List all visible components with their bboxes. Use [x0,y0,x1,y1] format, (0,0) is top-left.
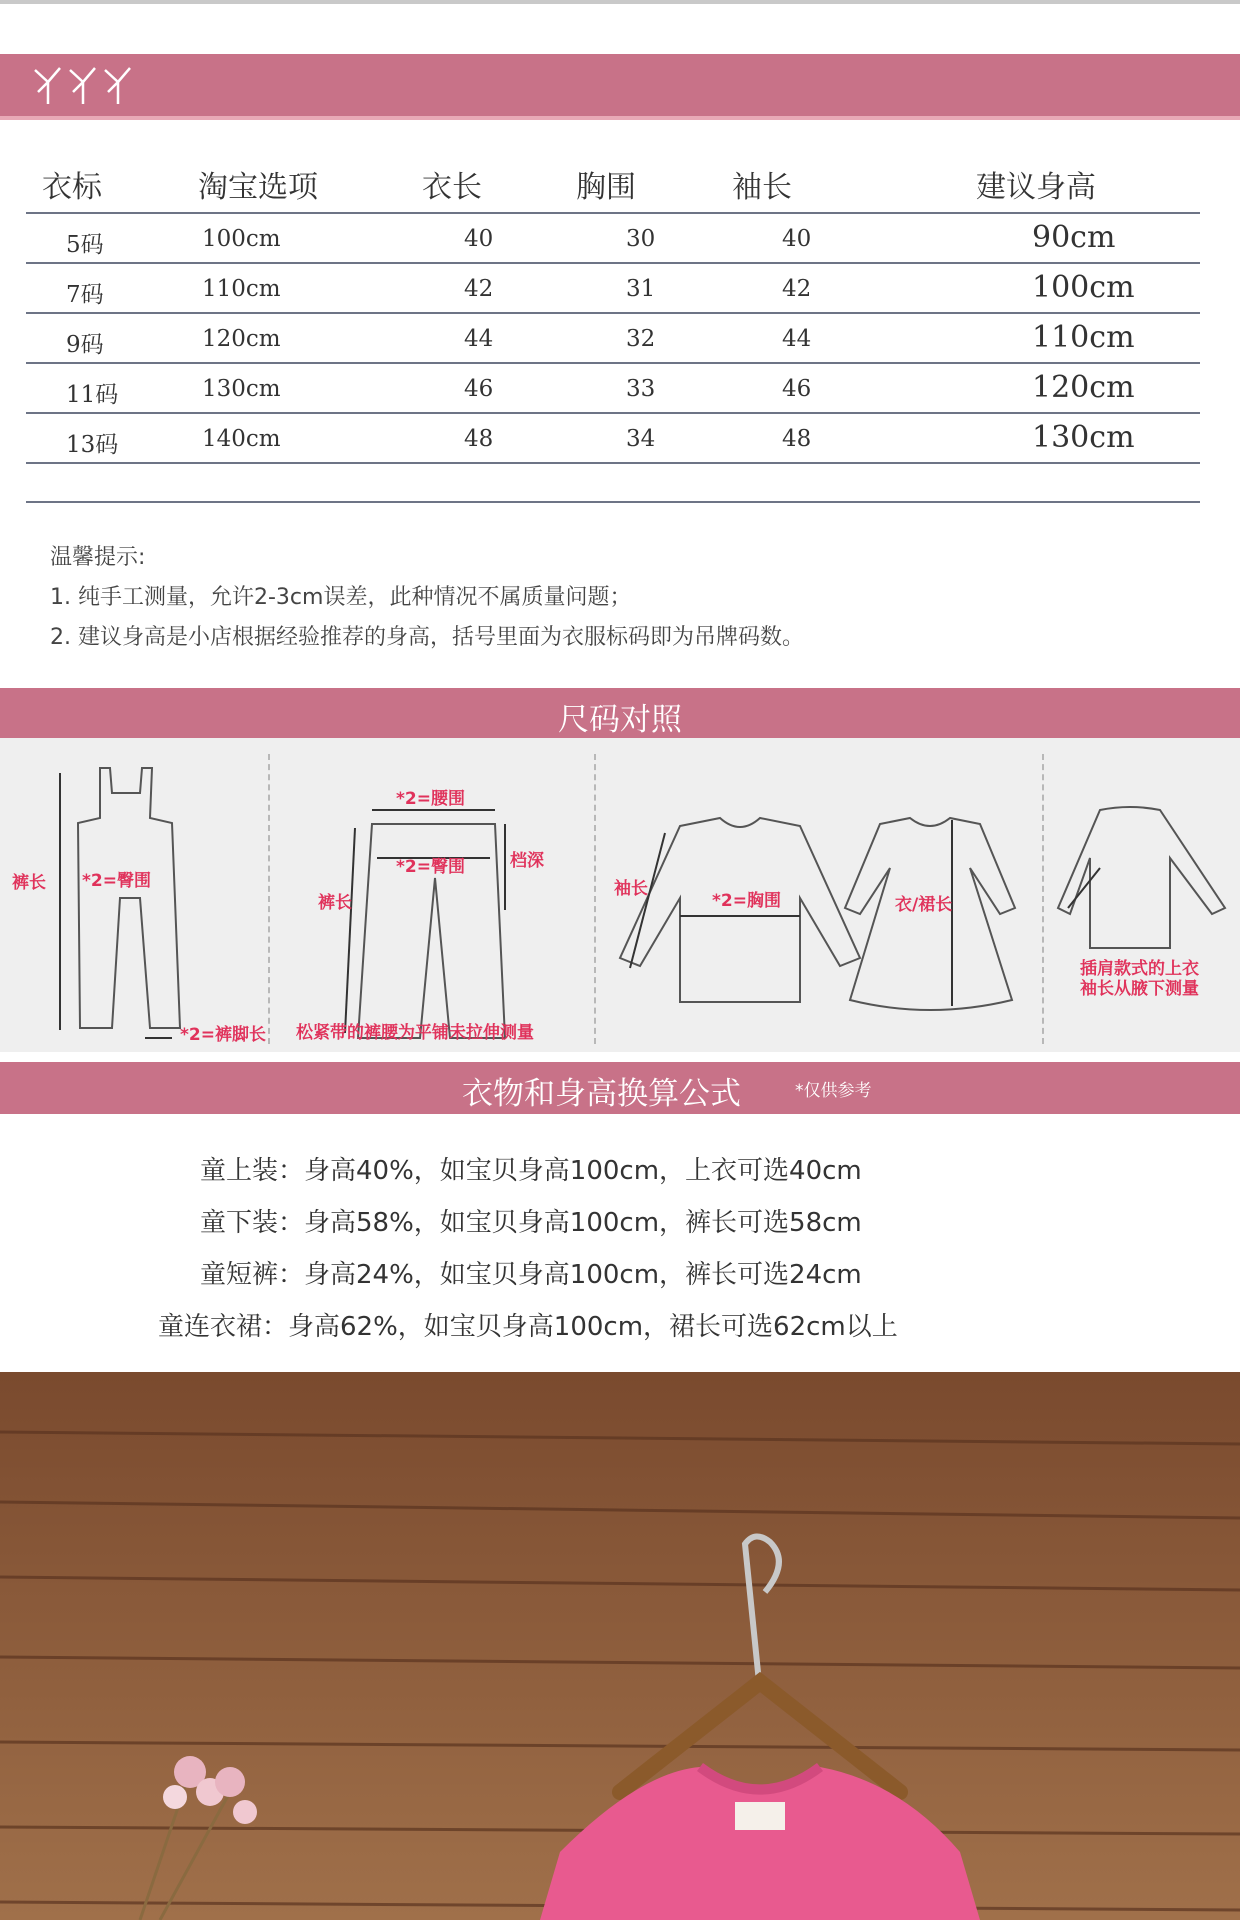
row-chest: 30 [626,226,656,252]
row-suggested-height: 120cm [1032,370,1135,405]
header-chest: 胸围 [576,170,636,205]
product-photo-art [0,1372,1240,1920]
row-length: 42 [464,276,494,302]
label-hip-2: *2=臀围 [396,857,465,877]
table-row [26,412,1200,464]
label-elastic-note: 松紧带的裤腰为平铺未拉伸测量 [296,1023,534,1043]
tips [50,538,804,658]
label-hip: *2=臀围 [82,871,151,891]
label-dress-length: 衣/裙长 [895,895,953,915]
measurement-diagram [0,738,1240,1052]
row-suggested-height: 90cm [1032,220,1116,255]
row-length: 40 [464,226,494,252]
table-row [26,212,1200,262]
garment-sketches [0,738,1240,1052]
row-sleeve: 48 [782,426,812,452]
label-sleeve: 袖长 [614,879,648,899]
header-taobao-option: 淘宝选项 [198,170,318,205]
row-sleeve: 44 [782,326,812,352]
label-raglan-note-2: 袖长从腋下测量 [1080,979,1199,999]
row-tag-size: 9码 [66,332,104,358]
row-taobao-option: 100cm [202,226,281,252]
size-chart-banner [0,688,1240,738]
formula-banner [0,1062,1240,1114]
row-taobao-option: 140cm [202,426,281,452]
header-sleeve: 袖长 [732,170,792,205]
formula-tops: 童上装：身高40%，如宝贝身高100cm，上衣可选40cm [200,1156,862,1186]
label-rise: 档深 [510,851,544,871]
size-chart-title: 尺码对照 [558,702,682,738]
row-sleeve: 40 [782,226,812,252]
table-row [26,312,1200,362]
row-taobao-option: 110cm [202,276,281,302]
row-chest: 31 [626,276,656,302]
row-suggested-height: 100cm [1032,270,1135,305]
header-length: 衣长 [422,170,482,205]
pinwheel-logo-icon [30,62,140,108]
tips-title: 温馨提示: [50,545,146,570]
table-row [26,262,1200,312]
row-tag-size: 13码 [66,432,119,458]
label-pants-length-2: 裤长 [318,893,352,913]
header-banner [0,54,1240,120]
row-taobao-option: 130cm [202,376,281,402]
tips-line-1: 1. 纯手工测量，允许2-3cm误差，此种情况不属质量问题； [50,585,632,610]
row-sleeve: 46 [782,376,812,402]
raglan-sketch-icon [1058,807,1225,948]
formula-title: 衣物和身高换算公式 [462,1076,741,1112]
formula-note: *仅供参考 [795,1081,872,1101]
row-chest: 32 [626,326,656,352]
row-suggested-height: 110cm [1032,320,1135,355]
row-chest: 33 [626,376,656,402]
product-photo [0,1372,1240,1920]
row-length: 46 [464,376,494,402]
row-length: 44 [464,326,494,352]
table-bottom-line [26,501,1200,503]
row-chest: 34 [626,426,656,452]
table-header [26,150,1200,212]
row-length: 48 [464,426,494,452]
formula-shorts: 童短裤：身高24%，如宝贝身高100cm，裤长可选24cm [200,1260,862,1290]
row-tag-size: 11码 [66,382,119,408]
overalls-sketch-icon [78,768,180,1028]
row-tag-size: 7码 [66,282,104,308]
top-divider [0,0,1240,4]
row-tag-size: 5码 [66,232,104,258]
label-leg-opening: *2=裤脚长 [180,1025,266,1045]
size-table [26,150,1200,464]
header-tag-size: 衣标 [42,170,102,205]
label-raglan-note-1: 插肩款式的上衣 [1080,959,1199,979]
label-chest: *2=胸围 [712,891,781,911]
table-row [26,362,1200,412]
row-sleeve: 42 [782,276,812,302]
label-waist: *2=腰围 [396,789,465,809]
tips-line-2: 2. 建议身高是小店根据经验推荐的身高，括号里面为衣服标码即为吊牌码数。 [50,625,804,650]
formula-bottoms: 童下装：身高58%，如宝贝身高100cm，裤长可选58cm [200,1208,862,1238]
header-suggested-height: 建议身高 [976,170,1096,205]
label-pants-length: 裤长 [12,873,46,893]
row-suggested-height: 130cm [1032,420,1135,455]
formula-dress: 童连衣裙：身高62%，如宝贝身高100cm，裙长可选62cm以上 [158,1312,898,1342]
row-taobao-option: 120cm [202,326,281,352]
